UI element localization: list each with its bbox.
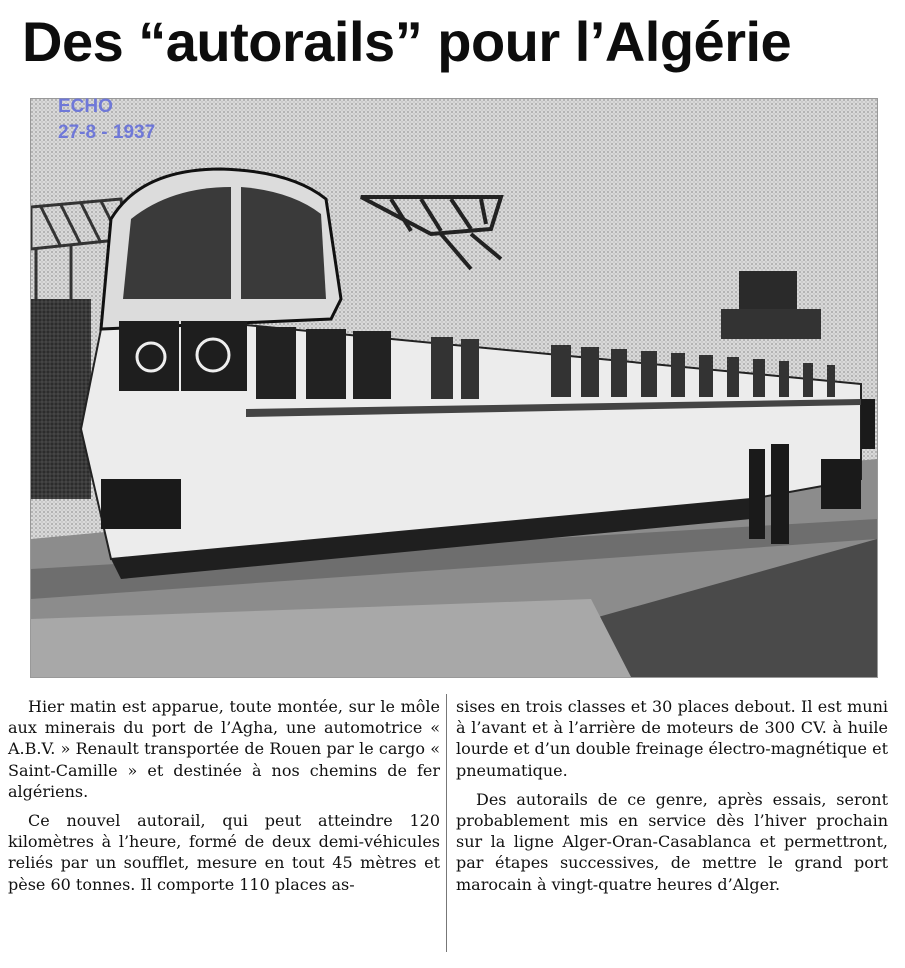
stamp-date: 27-8 - 1937	[58, 122, 156, 143]
article-column-1	[8, 696, 440, 903]
article-paragraph: Ce nouvel autorail, qui peut atteindre 120 kilomètres à l’heure, formé de deux demi-véhicules reliés par un soufflet, mesure en tout 45 mètres et pèse 60 tonnes. Il comporte 110 places as-	[8, 811, 440, 894]
archive-stamp	[58, 94, 155, 146]
headline: Des “autorails” pour l’Algérie	[22, 10, 792, 73]
stamp-source: ECHO	[58, 96, 113, 117]
train-photo	[30, 98, 878, 678]
article-paragraph: Hier matin est apparue, toute montée, sur le môle aux minerais du port de l’Agha, une automotrice « A.B.V. » Renault transportée de Rouen par le cargo « Saint-Camille » et destinée à nos chemins de fer algériens.	[8, 697, 440, 801]
article-column-2	[456, 696, 888, 903]
article-paragraph: Des autorails de ce genre, après essais, seront probablement mis en service dès l’hiver prochain sur la ligne Alger-Oran-Casablanca et permettront, par étapes successives, de mettre le grand port marocain à vingt-quatre heures d’Alger.	[456, 789, 888, 894]
article-paragraph: sises en trois classes et 30 places debout. Il est muni à l’avant et à l’arrière de moteurs de 300 CV. à huile lourde et d’un double freinage électro-magnétique et pneumatique.	[456, 697, 888, 780]
column-divider	[446, 694, 447, 952]
